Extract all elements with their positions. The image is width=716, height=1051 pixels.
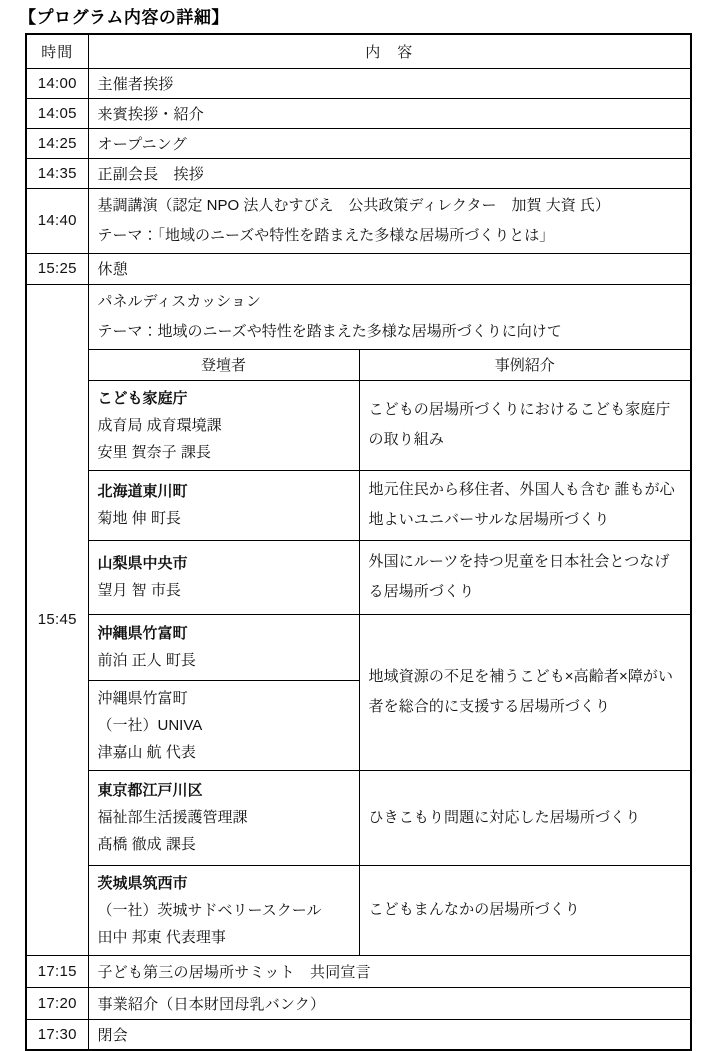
- case-cell: こどもの居場所づくりにおけるこども家庭庁の取り組み: [359, 380, 691, 470]
- content-cell: 閉会: [88, 1019, 691, 1050]
- speaker-org: こども家庭庁: [97, 389, 188, 407]
- row-1425: [26, 128, 691, 158]
- row-1720: [26, 987, 691, 1019]
- row-panel-intro: [26, 284, 691, 349]
- content-cell: オープニング: [88, 128, 691, 158]
- row-1730: [26, 1019, 691, 1050]
- row-1715: [26, 955, 691, 987]
- content-cell: 事業紹介（日本財団母乳バンク）: [88, 987, 691, 1019]
- content-cell: 子ども第三の居場所サミット 共同宣言: [88, 955, 691, 987]
- content-cell: 正副会長 挨拶: [88, 158, 691, 188]
- speaker-cell: [88, 680, 359, 770]
- time-cell: 17:15: [26, 955, 88, 987]
- time-cell: 14:00: [26, 68, 88, 98]
- panel-row-taketomi-mayor: [26, 614, 691, 680]
- speaker-line: 津嘉山 航 代表: [97, 743, 196, 761]
- speaker-line: 髙橋 徹成 課長: [97, 836, 196, 853]
- case-cell-merged: 地域資源の不足を補うこども×高齢者×障がい者を総合的に支援する居場所づくり: [359, 614, 691, 770]
- speaker-org: 沖縄県竹富町: [97, 625, 188, 642]
- row-1435: [26, 158, 691, 188]
- speaker-line: 望月 智 市長: [97, 582, 181, 599]
- speaker-org: 北海道東川町: [97, 483, 188, 500]
- panel-theme: テーマ：地域のニーズや特性を踏まえた多様な居場所づくりに向けて: [97, 322, 562, 340]
- case-cell: ひきこもり問題に対応した居場所づくり: [359, 770, 691, 865]
- time-cell: 14:40: [26, 188, 88, 253]
- header-row: [26, 34, 691, 68]
- speaker-line: 田中 邦東 代表理事: [97, 928, 226, 946]
- keynote-theme-line: テーマ：「地域のニーズや特性を踏まえた多様な居場所づくりとは」: [97, 226, 555, 244]
- case-cell: こどもまんなかの居場所づくり: [359, 865, 691, 955]
- header-content-cell: 内 容: [88, 34, 691, 68]
- content-cell: 主催者挨拶: [88, 68, 691, 98]
- speaker-cell: [88, 770, 359, 865]
- speaker-line: 安里 賀奈子 課長: [97, 443, 211, 461]
- panel-time-cell: 15:45: [26, 284, 88, 955]
- speaker-line: （一社）茨城サドベリースクール: [97, 901, 322, 919]
- speaker-org: 山梨県中央市: [97, 555, 188, 572]
- speaker-org: 東京都江戸川区: [97, 782, 203, 799]
- speaker-org: 茨城県筑西市: [97, 874, 188, 892]
- speaker-line: 福祉部生活援護管理課: [97, 809, 248, 826]
- keynote-line: 基調講演（認定 NPO 法人むすびえ 公共政策ディレクター 加賀 大資 氏）: [97, 196, 610, 214]
- speaker-cell: [88, 380, 359, 470]
- time-cell: 15:25: [26, 253, 88, 284]
- row-keynote: [26, 188, 691, 253]
- panel-title: パネルディスカッション: [97, 292, 261, 310]
- speaker-line: 前泊 正人 町長: [97, 652, 196, 669]
- speaker-line: 菊地 伸 町長: [97, 510, 181, 527]
- content-cell: 休憩: [88, 253, 691, 284]
- program-schedule-table: [25, 33, 692, 1051]
- time-cell: 14:35: [26, 158, 88, 188]
- row-1405: [26, 98, 691, 128]
- case-column-header: 事例紹介: [359, 349, 691, 380]
- panel-row-chikusei: [26, 865, 691, 955]
- speaker-line: 沖縄県竹富町: [97, 689, 188, 707]
- panel-row-edogawa: [26, 770, 691, 865]
- case-cell: 外国にルーツを持つ児童を日本社会とつなげる居場所づくり: [359, 540, 691, 614]
- speaker-cell: [88, 614, 359, 680]
- time-cell: 14:25: [26, 128, 88, 158]
- panel-row-kodomo-katei-cho: [26, 380, 691, 470]
- keynote-cell: [88, 188, 691, 253]
- row-panel-subheader: [26, 349, 691, 380]
- header-time-cell: 時間: [26, 34, 88, 68]
- row-break: [26, 253, 691, 284]
- row-1400: [26, 68, 691, 98]
- content-cell: 来賓挨拶・紹介: [88, 98, 691, 128]
- speaker-line: （一社）UNIVA: [97, 716, 203, 734]
- time-cell: 17:30: [26, 1019, 88, 1050]
- speaker-column-header: 登壇者: [88, 349, 359, 380]
- speaker-cell: [88, 540, 359, 614]
- panel-row-higashikawa: [26, 470, 691, 540]
- panel-intro-cell: [88, 284, 691, 349]
- speaker-line: 成育局 成育環境課: [97, 416, 222, 434]
- case-cell: 地元住民から移住者、外国人も含む 誰もが心地よいユニバーサルな居場所づくり: [359, 470, 691, 540]
- document-page: [0, 7, 716, 1044]
- time-cell: 17:20: [26, 987, 88, 1019]
- page-title: 【プログラム内容の詳細】: [19, 8, 229, 27]
- speaker-cell: [88, 865, 359, 955]
- speaker-cell: [88, 470, 359, 540]
- time-cell: 14:05: [26, 98, 88, 128]
- panel-row-chuo-city: [26, 540, 691, 614]
